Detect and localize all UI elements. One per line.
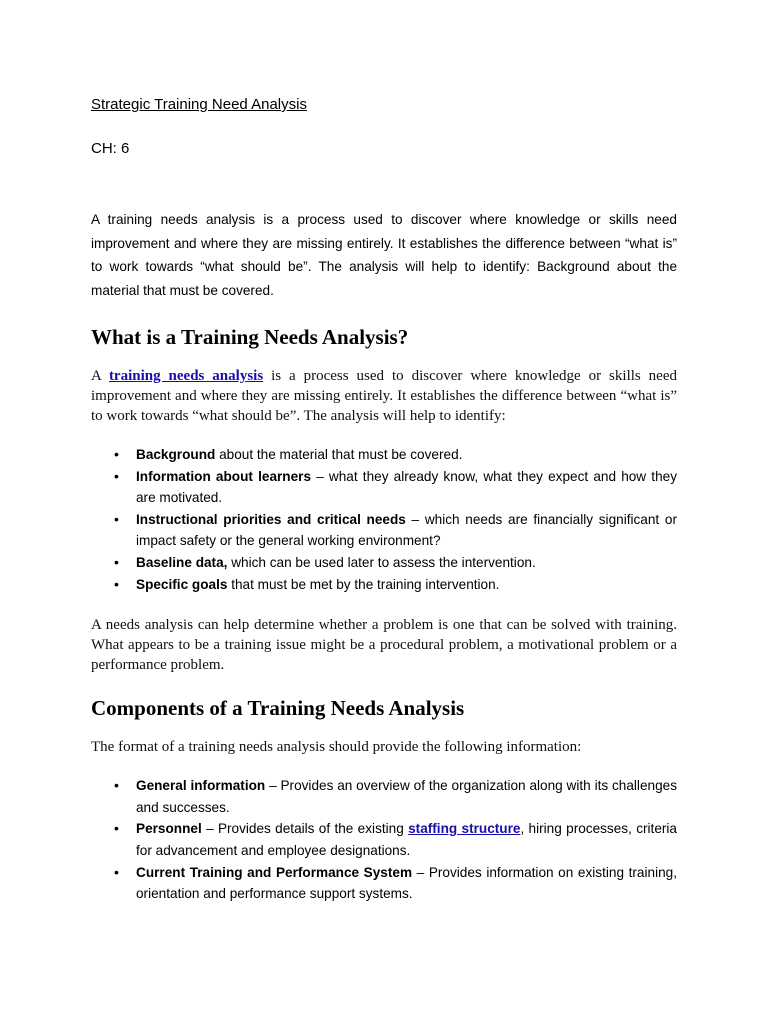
- list-item: [91, 552, 677, 574]
- bullet-icon: •: [114, 863, 119, 880]
- list-item-text: – Provides details of the existing: [201, 821, 409, 837]
- section-heading-components: Components of a Training Needs Analysis: [91, 696, 465, 721]
- definition-paragraph: [91, 366, 677, 426]
- intro-paragraph: A training needs analysis is a process used to discover where knowledge or skills need improvement and where they are missing entirely. It establishes the difference between “what is” to work towards “what should be”. The analysis will help to identify: Background about the material that must be covered.: [91, 212, 677, 298]
- chapter-label: CH: 6: [91, 140, 130, 157]
- definition-prefix: A: [91, 368, 109, 384]
- bullet-icon: •: [114, 777, 119, 794]
- list-item-text: – Provides information on existing training, orientation and performance support systems.: [136, 864, 677, 902]
- list-item-term: Personnel: [136, 821, 202, 837]
- list-item-text: – Provides an overview of the organization along with its challenges and successes.: [136, 778, 677, 815]
- list-item-text: that must be met by the training intervention.: [227, 576, 500, 592]
- bullet-icon: •: [114, 553, 119, 570]
- bullet-icon: •: [114, 467, 119, 484]
- identify-list: [91, 444, 677, 595]
- list-item-term: Specific goals: [136, 576, 228, 592]
- list-item-text: about the material that must be covered.: [215, 447, 463, 462]
- document-title: Strategic Training Need Analysis: [91, 96, 307, 113]
- section-heading-what-is: What is a Training Needs Analysis?: [91, 325, 409, 349]
- staffing-structure-link[interactable]: staffing structure: [408, 821, 521, 837]
- list-item: [91, 444, 677, 466]
- bullet-icon: •: [114, 575, 119, 592]
- list-item: [91, 862, 677, 905]
- list-item: [91, 509, 677, 552]
- bullet-icon: •: [114, 446, 119, 462]
- list-item-term: Background: [136, 447, 216, 462]
- bullet-icon: •: [114, 820, 119, 837]
- list-item-text: which can be used later to assess the intervention.: [227, 554, 536, 570]
- list-item-term: General information: [136, 778, 266, 794]
- bullet-icon: •: [114, 510, 119, 527]
- list-item: [91, 466, 677, 509]
- list-item-text: – what they already know, what they expect and how they are motivated.: [136, 468, 677, 506]
- list-item-text-after: , hiring processes, criteria for advancement and employee designations.: [136, 821, 677, 858]
- list-item-term: Current Training and Performance System: [136, 864, 413, 880]
- list-item: [91, 818, 677, 861]
- list-item: [91, 574, 677, 596]
- components-list: [91, 775, 677, 905]
- format-paragraph: The format of a training needs analysis should provide the following information:: [91, 739, 582, 756]
- list-item-text: – which needs are financially significant or impact safety or the general working environment?: [136, 511, 678, 549]
- closing-paragraph: A needs analysis can help determine whether a problem is one that can be solved with training. What appears to be a training issue might be a procedural problem, a motivational problem or a performance problem.: [91, 617, 677, 674]
- list-item-term: Baseline data,: [136, 554, 228, 570]
- definition-rest: is a process used to discover where knowledge or skills need improvement and where they are missing entirely. It establishes the difference between “what is” to work towards “what should be”. The analysis will help to identify:: [91, 368, 677, 424]
- list-item-term: Information about learners: [136, 468, 312, 484]
- document-content: [91, 94, 677, 925]
- training-needs-analysis-link[interactable]: training needs analysis: [108, 368, 264, 384]
- list-item-term: Instructional priorities and critical needs: [136, 511, 406, 527]
- list-item: [91, 775, 677, 818]
